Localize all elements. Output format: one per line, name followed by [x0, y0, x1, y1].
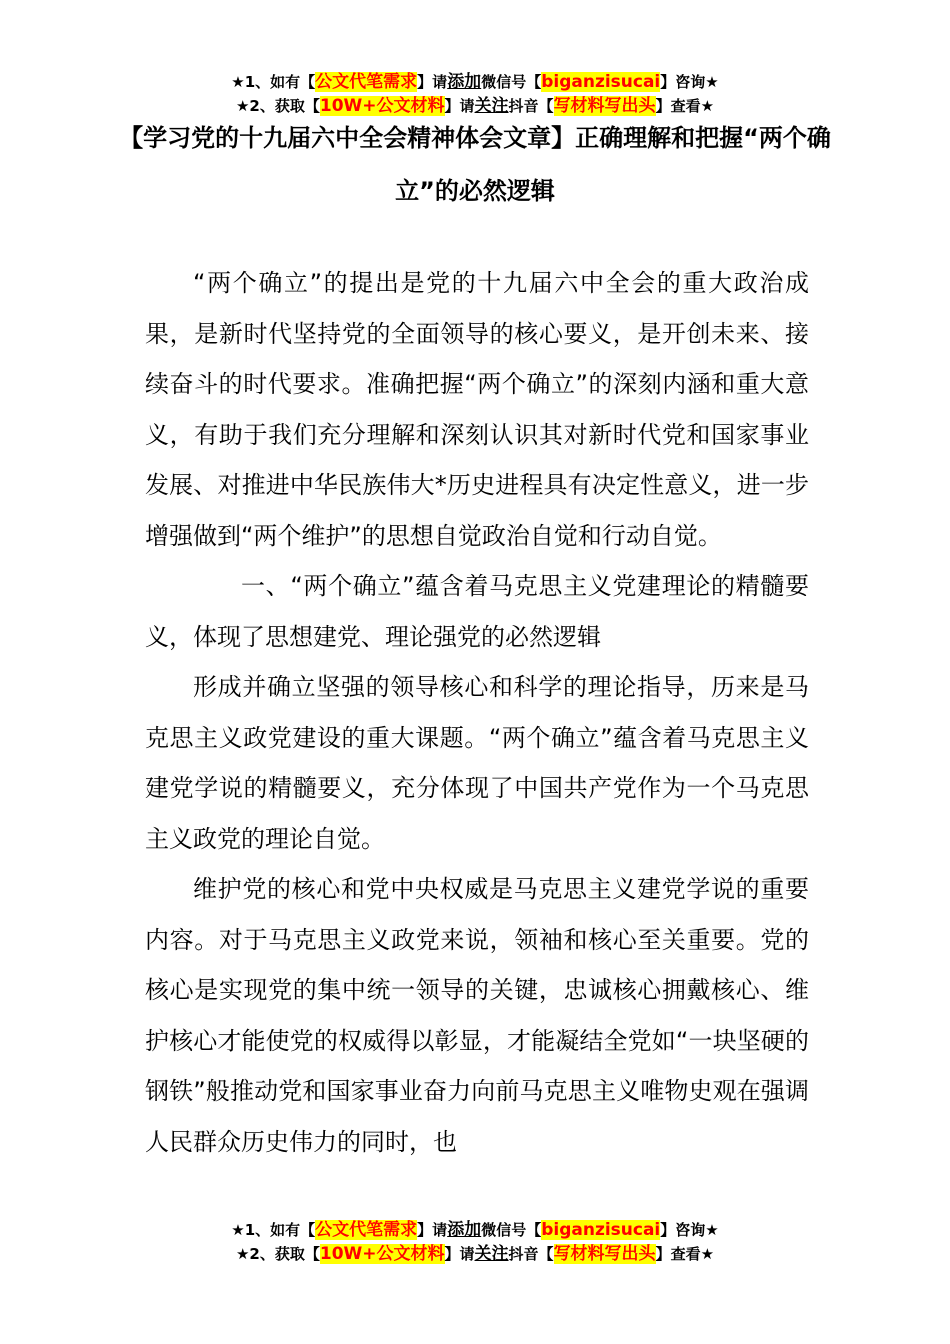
douyin-id: 写材料写出头 — [553, 1244, 656, 1264]
paragraph: 维护党的核心和党中央权威是马克思主义建党学说的重要内容。对于马克思主义政党来说，领袖和核心至关重要。党的核心是实现党的集中统一领导的关键，忠诚核心拥戴核心、维护核心才能使党的权威得以彰显，才能凝结全党如“一块坚硬的钢铁”般推动党和国家事业奋力向前马克思主义唯物史观在强调人民群众历史伟力的同时，也 — [145, 875, 809, 1156]
paragraph: “两个确立”的提出是党的十九届六中全会的重大政治成果，是新时代坚持党的全面领导的核心要义，是开创未来、接续奋斗的时代要求。准确把握“两个确立”的深刻内涵和重大意义，有助于我们充分理解和深刻认识其对新时代党和国家事业发展、对推进中华民族伟大*历史进程具有决定性意义，进一步增强做到“两个维护”的思想自觉政治自觉和行动自觉。 — [145, 269, 809, 550]
banner-line-2: ★2、获取【10W+公文材料】请关注抖音【写材料写出头】查看★ — [235, 1244, 715, 1264]
paragraph: 形成并确立坚强的领导核心和科学的理论指导，历来是马克思主义政党建设的重大课题。“两个确立”蕴含着马克思主义建党学说的精髓要义，充分体现了中国共产党作为一个马克思主义政党的理论自觉。 — [145, 673, 809, 853]
banner-line-1: ★1、如有【公文代笔需求】请添加微信号【biganzisucai】咨询★ — [231, 72, 719, 92]
document-body — [145, 258, 809, 1167]
banner-line-1: ★1、如有【公文代笔需求】请添加微信号【biganzisucai】咨询★ — [231, 1220, 719, 1240]
wechat-id: biganzisucai — [541, 72, 661, 92]
wechat-id: biganzisucai — [541, 1220, 661, 1240]
footer-banner — [0, 1218, 950, 1266]
banner-line-2: ★2、获取【10W+公文材料】请关注抖音【写材料写出头】查看★ — [235, 96, 715, 116]
highlight-text: 10W+公文材料 — [319, 1244, 445, 1264]
douyin-id: 写材料写出头 — [553, 96, 656, 116]
highlight-text: 公文代笔需求 — [315, 1220, 418, 1240]
highlight-text: 公文代笔需求 — [315, 72, 418, 92]
document-title: 【学习党的十九届六中全会精神体会文章】正确理解和把握“两个确立”的必然逻辑 — [119, 124, 831, 205]
highlight-text: 10W+公文材料 — [319, 96, 445, 116]
header-banner — [0, 70, 950, 118]
section-heading: 一、“两个确立”蕴含着马克思主义党建理论的精髓要义，体现了思想建党、理论强党的必然逻辑 — [145, 572, 809, 651]
